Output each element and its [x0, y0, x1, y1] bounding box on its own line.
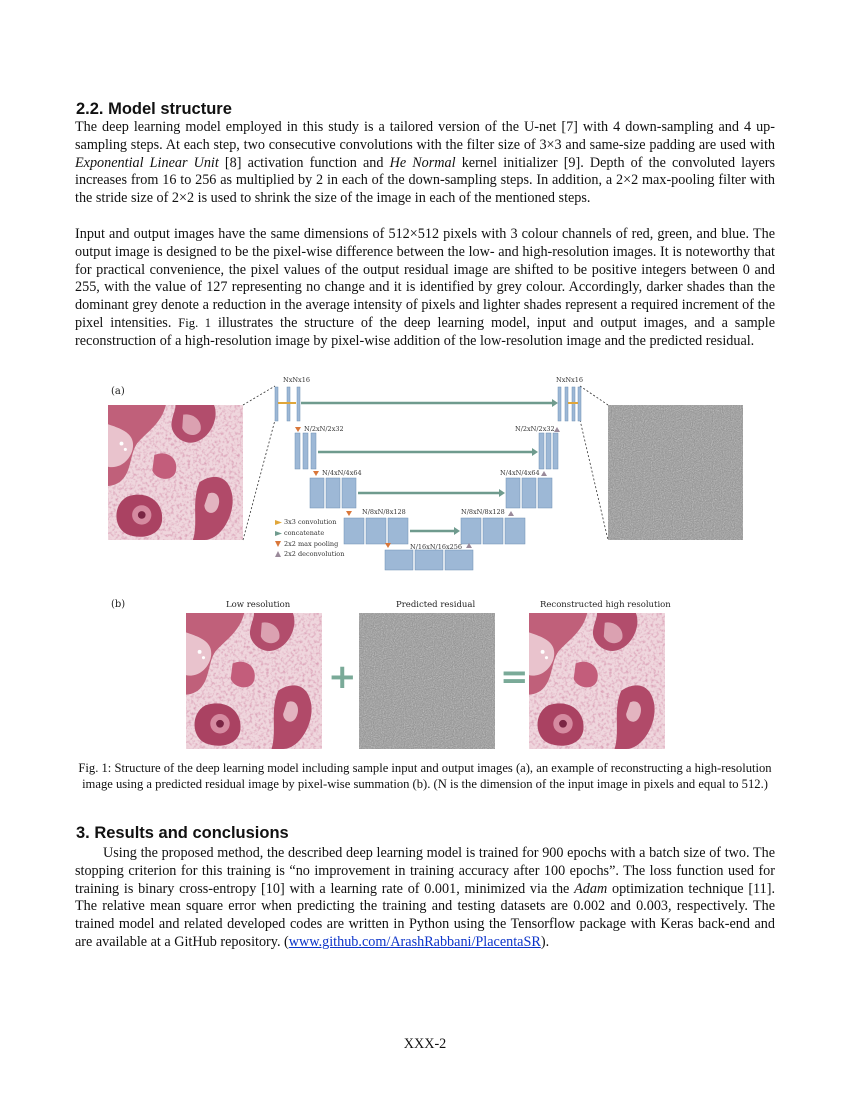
legend-deconv-marker	[275, 551, 281, 557]
feature-block	[310, 478, 324, 508]
legend-item-concat: concatenate	[284, 529, 325, 537]
feature-block	[522, 478, 536, 508]
unet-label-level4-left: N/8xN/8x128	[362, 508, 406, 516]
feature-block	[538, 478, 552, 508]
unet-label-level3-right: N/4xN/4x64	[500, 469, 540, 477]
figure-reference: Fig. 1	[178, 315, 212, 330]
panel-title-predicted-residual: Predicted residual	[396, 600, 476, 610]
feature-block	[546, 433, 551, 469]
unet-label-level5: N/16xN/16x256	[410, 543, 463, 551]
skip-arrowhead	[532, 448, 538, 456]
deconv-arrow	[508, 511, 514, 516]
feature-block	[297, 387, 300, 421]
deconv-arrow	[554, 427, 560, 432]
feature-block	[388, 518, 408, 544]
feature-block	[553, 433, 558, 469]
projection-line	[580, 386, 608, 405]
paragraph-model-1: The deep learning model employed in this study is a tailored version of the U-net [7] with 4 down-sampling and 4 up-sampling steps. At each step, two consecutive convolutions with the filter size of 3×3 and same-size padding are used with Exponential Linear Unit [8] activation function and He Normal kernel initializer [9]. Depth of the convoluted layers increases from 16 to 256 as multiplied by 2 in each of the down-sampling steps. In addition, a 2×2 max-pooling filter with the stride size of 2×2 is used to shrink the size of the image in each of the mentioned steps.	[75, 119, 776, 207]
feature-block	[385, 550, 413, 570]
feature-block	[565, 387, 568, 421]
maxpool-arrow	[346, 511, 352, 516]
legend-conv-marker	[275, 520, 282, 525]
figure-label-a: (a)	[111, 386, 125, 397]
feature-block	[505, 518, 525, 544]
legend-pool-marker	[275, 541, 281, 547]
legend-item-conv: 3x3 convolution	[284, 518, 337, 526]
panel-title-low-resolution: Low resolution	[226, 600, 291, 610]
github-link[interactable]: www.github.com/ArashRabbani/PlacentaSR	[288, 933, 541, 950]
unet-label-level2-right: N/2xN/2x32	[515, 425, 555, 433]
reconstructed-high-resolution-image	[529, 613, 665, 749]
section-heading-results: 3. Results and conclusions	[76, 824, 289, 842]
equals-sign: =	[500, 657, 529, 697]
unet-label-level1-right: NxNx16	[556, 376, 583, 384]
feature-block	[366, 518, 386, 544]
unet-label-level3-left: N/4xN/4x64	[322, 469, 362, 477]
unet-label-level1-left: NxNx16	[283, 376, 310, 384]
feature-block	[311, 433, 316, 469]
feature-block	[461, 518, 481, 544]
feature-block	[275, 387, 278, 421]
feature-block	[483, 518, 503, 544]
low-resolution-image	[186, 613, 322, 749]
feature-block	[445, 550, 473, 570]
page-number: XXX-2	[403, 1036, 447, 1052]
section-heading-model-structure: 2.2. Model structure	[76, 100, 232, 118]
feature-block	[578, 387, 581, 421]
figure-label-b: (b)	[111, 599, 126, 610]
unet-label-level4-right: N/8xN/8x128	[461, 508, 505, 516]
projection-line	[580, 420, 608, 540]
figure-caption: Fig. 1: Structure of the deep learning model including sample input and output images (a), an example of reconstructing a high-resolution image using a predicted residual image by pixel-wise summation (b). (N is the dimension of the input image in pixels and equal to 512.)	[78, 761, 772, 792]
legend-concat-marker	[275, 531, 282, 536]
paragraph-model-2: Input and output images have the same dimensions of 512×512 pixels with 3 colour channels of red, green, and blue. The output image is designed to be the pixel-wise difference between the low- and high-resolution images. It is noteworthy that for practical convenience, the pixel values of the output residual image are shifted to be positive integers between 0 and 255, with the value of 127 representing no change and it is identified by grey colour. Accordingly, darker shades than the dominant grey denote a reduction in the average intensity of pixels and lighter shades represent a required increment of the pixel intensities. Fig. 1 illustrates the structure of the deep learning model, input and output images, and a sample reconstruction of a high-resolution image by pixel-wise addition of the low-resolution image and the predicted residual.	[75, 226, 775, 349]
predicted-residual-image	[359, 613, 495, 749]
feature-block	[295, 433, 300, 469]
maxpool-arrow	[295, 427, 301, 432]
maxpool-arrow	[313, 471, 319, 476]
projection-line	[243, 386, 275, 405]
plus-sign: +	[328, 657, 357, 697]
paragraph-results: Using the proposed method, the described deep learning model is trained for 900 epochs with a batch size of two. The stopping criterion for this training is “no improvement in training accuracy after 100 epochs”. The loss function used for training is binary cross-entropy [10] with a learning rate of 0.001, minimized via the Adam optimization technique [11]. The relative mean square error when predicting the training and testing datasets are 0.002 and 0.003, respectively. The trained model and related developed codes are written in Python using the Tensorflow package with Keras back-end and are available at a GitHub repository. (www.github.com/ArashRabbani/PlacentaSR).	[75, 845, 775, 950]
unet-label-level2-left: N/2xN/2x32	[304, 425, 344, 433]
skip-arrowhead	[499, 489, 505, 497]
projection-line	[243, 420, 275, 540]
output-residual-image	[608, 405, 743, 540]
skip-arrowhead	[454, 527, 460, 535]
feature-block	[415, 550, 443, 570]
feature-block	[558, 387, 561, 421]
deconv-arrow	[541, 471, 547, 476]
feature-block	[326, 478, 340, 508]
feature-block	[344, 518, 364, 544]
legend-item-maxpool: 2x2 max pooling	[284, 540, 339, 548]
maxpool-arrow	[385, 543, 391, 548]
skip-arrowhead	[552, 399, 558, 407]
feature-block	[342, 478, 356, 508]
feature-block	[303, 433, 308, 469]
panel-title-reconstructed: Reconstructed high resolution	[540, 600, 671, 610]
input-low-resolution-image	[108, 405, 243, 540]
feature-block	[539, 433, 544, 469]
feature-block	[506, 478, 520, 508]
legend-item-deconv: 2x2 deconvolution	[284, 550, 345, 558]
